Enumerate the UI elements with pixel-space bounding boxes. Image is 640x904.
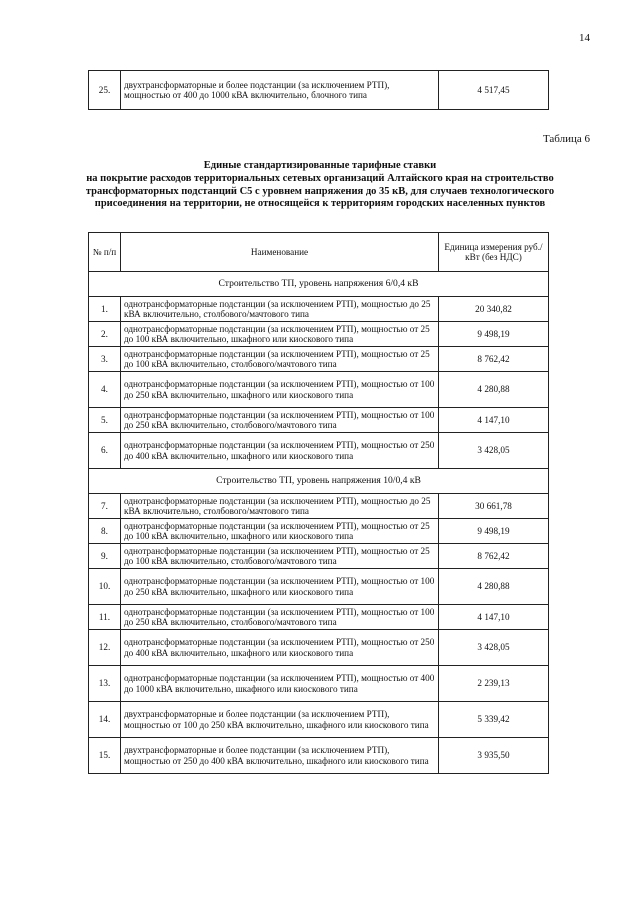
row-name: однотрансформаторные подстанции (за исключением РТП), мощностью от 25 до 100 кВА включительно, шкафного или киоскового типа	[121, 322, 439, 347]
table-row	[89, 408, 549, 433]
row-name: однотрансформаторные подстанции (за исключением РТП), мощностью до 25 кВА включительно, столбового/мачтового типа	[121, 494, 439, 519]
section-row	[89, 469, 549, 494]
row-number: 10.	[89, 569, 121, 605]
table-header-row	[89, 233, 549, 272]
section-title: Строительство ТП, уровень напряжения 10/0,4 кВ	[89, 469, 549, 494]
table-row	[89, 605, 549, 630]
row-name: двухтрансформаторные и более подстанции (за исключением РТП), мощностью от 250 до 400 кВА включительно, шкафного или киоскового типа	[121, 738, 439, 774]
row-value: 8 762,42	[439, 544, 549, 569]
row-value: 9 498,19	[439, 322, 549, 347]
page-number: 14	[579, 32, 590, 44]
row-name: однотрансформаторные подстанции (за исключением РТП), мощностью от 100 до 250 кВА включительно, столбового/мачтового типа	[121, 605, 439, 630]
row-value: 3 935,50	[439, 738, 549, 774]
table-row	[89, 322, 549, 347]
table-row	[89, 544, 549, 569]
caption-line: на покрытие расходов территориальных сетевых организаций Алтайского края на строительство	[86, 172, 554, 184]
section-title: Строительство ТП, уровень напряжения 6/0,4 кВ	[89, 272, 549, 297]
row-value: 4 280,88	[439, 569, 549, 605]
row-name: однотрансформаторные подстанции (за исключением РТП), мощностью от 100 до 250 кВА включительно, столбового/мачтового типа	[121, 408, 439, 433]
row-name: однотрансформаторные подстанции (за исключением РТП), мощностью от 250 до 400 кВА включительно, шкафного или киоскового типа	[121, 433, 439, 469]
row-name: однотрансформаторные подстанции (за исключением РТП), мощностью от 25 до 100 кВА включительно, столбового/мачтового типа	[121, 544, 439, 569]
header-unit: Единица измерения руб./кВт (без НДС)	[439, 233, 549, 272]
header-num: № п/п	[89, 233, 121, 272]
row-name: однотрансформаторные подстанции (за исключением РТП), мощностью от 25 до 100 кВА включительно, столбового/мачтового типа	[121, 347, 439, 372]
tariff-table	[88, 232, 549, 774]
row-name: однотрансформаторные подстанции (за исключением РТП), мощностью до 25 кВА включительно, столбового/мачтового типа	[121, 297, 439, 322]
table-row	[89, 297, 549, 322]
row-value: 4 147,10	[439, 408, 549, 433]
row-name: двухтрансформаторные и более подстанции (за исключением РТП), мощностью от 400 до 1000 кВА включительно, блочного типа	[121, 71, 439, 110]
row-value: 20 340,82	[439, 297, 549, 322]
header-name: Наименование	[121, 233, 439, 272]
table-row	[89, 569, 549, 605]
caption-line: Единые стандартизированные тарифные ставки	[203, 160, 437, 171]
row-name: однотрансформаторные подстанции (за исключением РТП), мощностью от 100 до 250 кВА включительно, шкафного или киоскового типа	[121, 372, 439, 408]
row-number: 12.	[89, 630, 121, 666]
row-number: 14.	[89, 702, 121, 738]
row-number: 2.	[89, 322, 121, 347]
table-row	[89, 702, 549, 738]
table-row	[89, 494, 549, 519]
row-value: 2 239,13	[439, 666, 549, 702]
table-label: Таблица 6	[542, 133, 590, 145]
row-value: 3 428,05	[439, 630, 549, 666]
table-row	[89, 738, 549, 774]
row-number: 5.	[89, 408, 121, 433]
row-value: 30 661,78	[439, 494, 549, 519]
row-number: 13.	[89, 666, 121, 702]
table-row	[89, 372, 549, 408]
row-number: 11.	[89, 605, 121, 630]
table-row	[89, 666, 549, 702]
row-name: однотрансформаторные подстанции (за исключением РТП), мощностью от 250 до 400 кВА включительно, шкафного или киоскового типа	[121, 630, 439, 666]
section-row	[89, 272, 549, 297]
row-name: двухтрансформаторные и более подстанции (за исключением РТП), мощностью от 100 до 250 кВА включительно, шкафного или киоскового типа	[121, 702, 439, 738]
table-row	[89, 519, 549, 544]
row-number: 7.	[89, 494, 121, 519]
row-name: однотрансформаторные подстанции (за исключением РТП), мощностью от 100 до 250 кВА включительно, шкафного или киоскового типа	[121, 569, 439, 605]
row-number: 4.	[89, 372, 121, 408]
caption-line: присоединения на территории, не относящейся к территориям городских населенных пунктов	[94, 198, 546, 210]
row-number: 9.	[89, 544, 121, 569]
table-row	[89, 433, 549, 469]
row-value: 4 147,10	[439, 605, 549, 630]
row-name: однотрансформаторные подстанции (за исключением РТП), мощностью от 25 до 100 кВА включительно, шкафного или киоскового типа	[121, 519, 439, 544]
continued-table	[88, 70, 549, 110]
row-value: 4 280,88	[439, 372, 549, 408]
table-row	[89, 71, 549, 110]
row-value: 5 339,42	[439, 702, 549, 738]
row-number: 6.	[89, 433, 121, 469]
row-number: 3.	[89, 347, 121, 372]
caption-line: трансформаторных подстанций С5 с уровнем напряжения до 35 кВ, для случаев технологического	[85, 185, 555, 197]
table-row	[89, 630, 549, 666]
row-name: однотрансформаторные подстанции (за исключением РТП), мощностью от 400 до 1000 кВА включительно, шкафного или киоскового типа	[121, 666, 439, 702]
row-number: 8.	[89, 519, 121, 544]
row-value: 9 498,19	[439, 519, 549, 544]
table-caption	[70, 160, 570, 211]
table-row	[89, 347, 549, 372]
row-value: 3 428,05	[439, 433, 549, 469]
row-number: 25.	[89, 71, 121, 110]
row-number: 15.	[89, 738, 121, 774]
row-value: 4 517,45	[439, 71, 549, 110]
row-value: 8 762,42	[439, 347, 549, 372]
row-number: 1.	[89, 297, 121, 322]
